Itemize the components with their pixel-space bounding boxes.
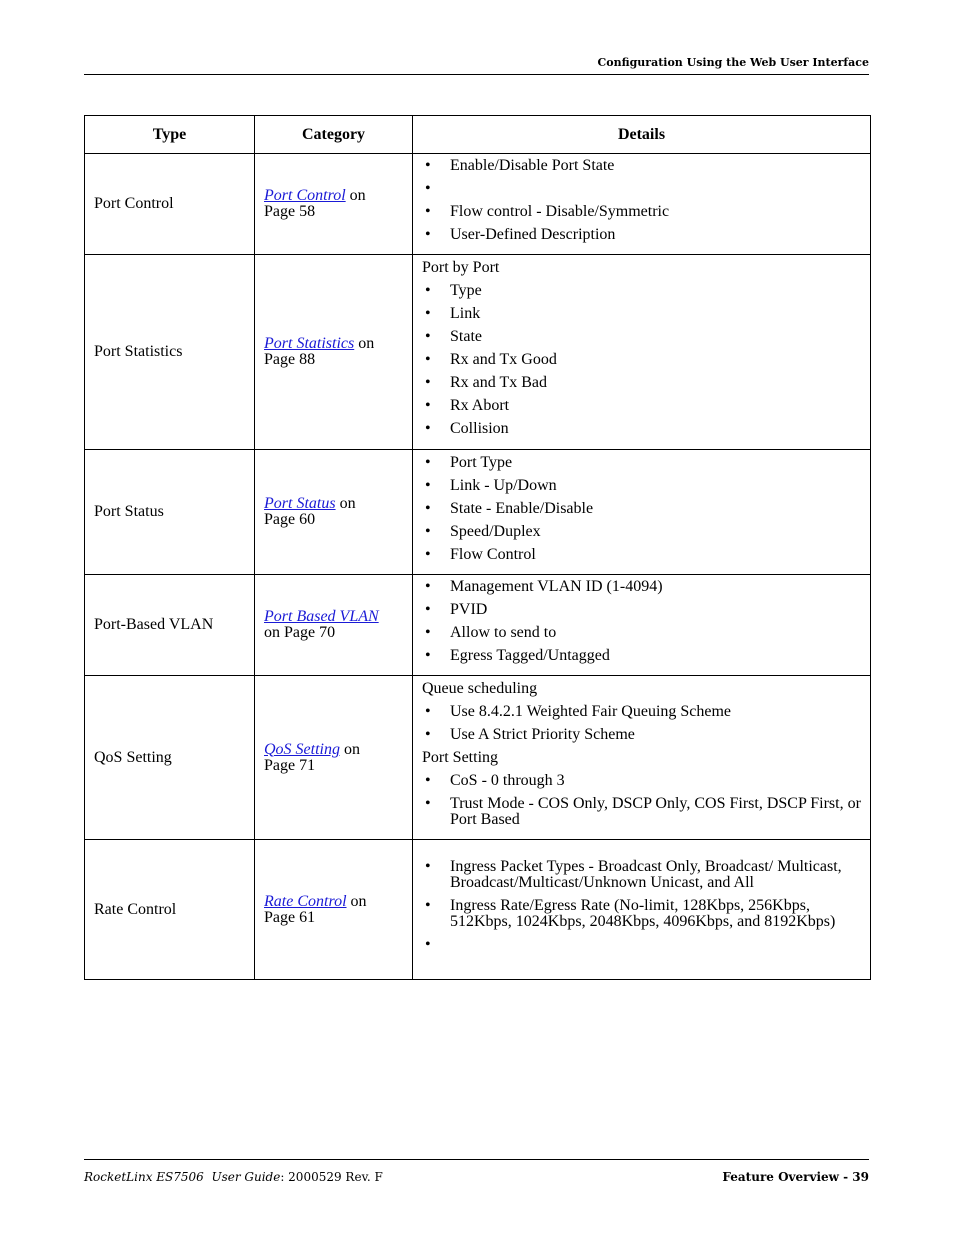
- list-item: • State: [422, 329, 861, 345]
- category-link[interactable]: Port Statistics: [264, 335, 355, 352]
- table-row: [85, 154, 871, 255]
- category-suffix: on: [345, 187, 366, 204]
- details-subheading: Port by Port: [422, 259, 500, 276]
- list-item: • Allow to send to: [422, 625, 861, 641]
- list-item: • Use 8.4.2.1 Weighted Fair Queuing Scheme: [422, 704, 861, 720]
- page-header: [84, 54, 869, 75]
- category-suffix: on: [335, 495, 356, 512]
- cell-type: Rate Control: [85, 840, 255, 980]
- cell-category: [255, 255, 413, 450]
- details-bullet-list: [422, 773, 861, 828]
- category-suffix: on: [354, 335, 375, 352]
- list-item: • Port Type: [422, 455, 861, 471]
- details-subheading: Port Setting: [422, 748, 499, 766]
- cell-type: Port Statistics: [85, 255, 255, 450]
- list-item: [422, 937, 861, 953]
- cell-type: Port-Based VLAN: [85, 575, 255, 676]
- category-page: Page 88: [264, 351, 316, 368]
- footer-product: RocketLinx ES7506: [84, 1170, 204, 1184]
- list-item: • Flow Control: [422, 547, 861, 563]
- footer-doc-number: : 2000529 Rev. F: [280, 1170, 383, 1184]
- table-row: [85, 255, 871, 450]
- column-header-type: Type: [85, 116, 255, 154]
- table-row: [85, 840, 871, 980]
- details-bullet-list: [422, 455, 861, 563]
- category-page: Page 71: [264, 756, 316, 774]
- list-item: • Speed/Duplex: [422, 524, 861, 540]
- list-item: • User-Defined Description: [422, 227, 861, 243]
- cell-category: [255, 840, 413, 980]
- cell-category: [255, 575, 413, 676]
- list-item: • Ingress Packet Types - Broadcast Only, Broadcast/ Multicast, Broadcast/Multicast/Unknown Unicast, and All: [422, 859, 861, 891]
- cell-type: Port Control: [85, 154, 255, 255]
- list-item: • Rx Abort: [422, 398, 861, 414]
- feature-table: [84, 115, 871, 980]
- list-item: • Link: [422, 306, 861, 322]
- list-item: • Trust Mode - COS Only, DSCP Only, COS First, DSCP First, or Port Based: [422, 796, 861, 828]
- details-bullet-list: [422, 158, 861, 243]
- details-bullet-list: [422, 579, 861, 664]
- cell-category: [255, 154, 413, 255]
- list-item: • Enable/Disable Port State: [422, 158, 861, 174]
- list-item: • Rx and Tx Good: [422, 352, 861, 368]
- category-link[interactable]: Rate Control: [264, 892, 347, 910]
- header-title: Configuration Using the Web User Interface: [597, 56, 869, 69]
- category-page: on Page 70: [264, 624, 336, 641]
- category-page: Page 58: [264, 203, 316, 220]
- footer-page-label: Feature Overview - 39: [722, 1170, 869, 1184]
- category-page: Page 61: [264, 908, 316, 926]
- details-bullet-list: [422, 283, 861, 437]
- category-link[interactable]: QoS Setting: [264, 740, 340, 758]
- column-header-category: Category: [255, 116, 413, 154]
- table-row: [85, 676, 871, 840]
- list-item: • CoS - 0 through 3: [422, 773, 861, 789]
- category-link[interactable]: Port Status: [264, 495, 336, 512]
- cell-details: [413, 840, 871, 980]
- cell-details: [413, 255, 871, 450]
- cell-category: [255, 676, 413, 840]
- column-header-details: Details: [413, 116, 871, 154]
- category-page: Page 60: [264, 511, 316, 528]
- category-link[interactable]: Port Control: [264, 187, 346, 204]
- footer-doc-info: [84, 1170, 383, 1184]
- cell-details: [413, 450, 871, 575]
- cell-type: QoS Setting: [85, 676, 255, 840]
- details-bullet-list: [422, 859, 861, 953]
- cell-details: [413, 154, 871, 255]
- list-item: • Ingress Rate/Egress Rate (No-limit, 128Kbps, 256Kbps, 512Kbps, 1024Kbps, 2048Kbps, 4096Kbps, and 8192Kbps): [422, 898, 861, 930]
- details-bullet-list: [422, 704, 861, 743]
- category-suffix: on: [340, 740, 360, 758]
- category-link[interactable]: Port Based VLAN: [264, 608, 379, 625]
- list-item: • Type: [422, 283, 861, 299]
- table-row: [85, 575, 871, 676]
- list-item: • Collision: [422, 421, 861, 437]
- table-header-row: [85, 116, 871, 154]
- list-item: • Management VLAN ID (1-4094): [422, 579, 861, 595]
- category-suffix: on: [346, 892, 367, 910]
- list-item: [422, 181, 861, 197]
- list-item: • Rx and Tx Bad: [422, 375, 861, 391]
- list-item: • State - Enable/Disable: [422, 501, 861, 517]
- list-item: • Egress Tagged/Untagged: [422, 648, 861, 664]
- footer-guide: User Guide: [211, 1170, 281, 1184]
- details-subheading: Queue scheduling: [422, 679, 538, 697]
- cell-category: [255, 450, 413, 575]
- cell-details: [413, 575, 871, 676]
- list-item: • Flow control - Disable/Symmetric: [422, 204, 861, 220]
- list-item: • Link - Up/Down: [422, 478, 861, 494]
- list-item: • PVID: [422, 602, 861, 618]
- cell-details: [413, 676, 871, 840]
- cell-type: Port Status: [85, 450, 255, 575]
- list-item: • Use A Strict Priority Scheme: [422, 727, 861, 743]
- table-row: [85, 450, 871, 575]
- page-footer: [84, 1159, 869, 1184]
